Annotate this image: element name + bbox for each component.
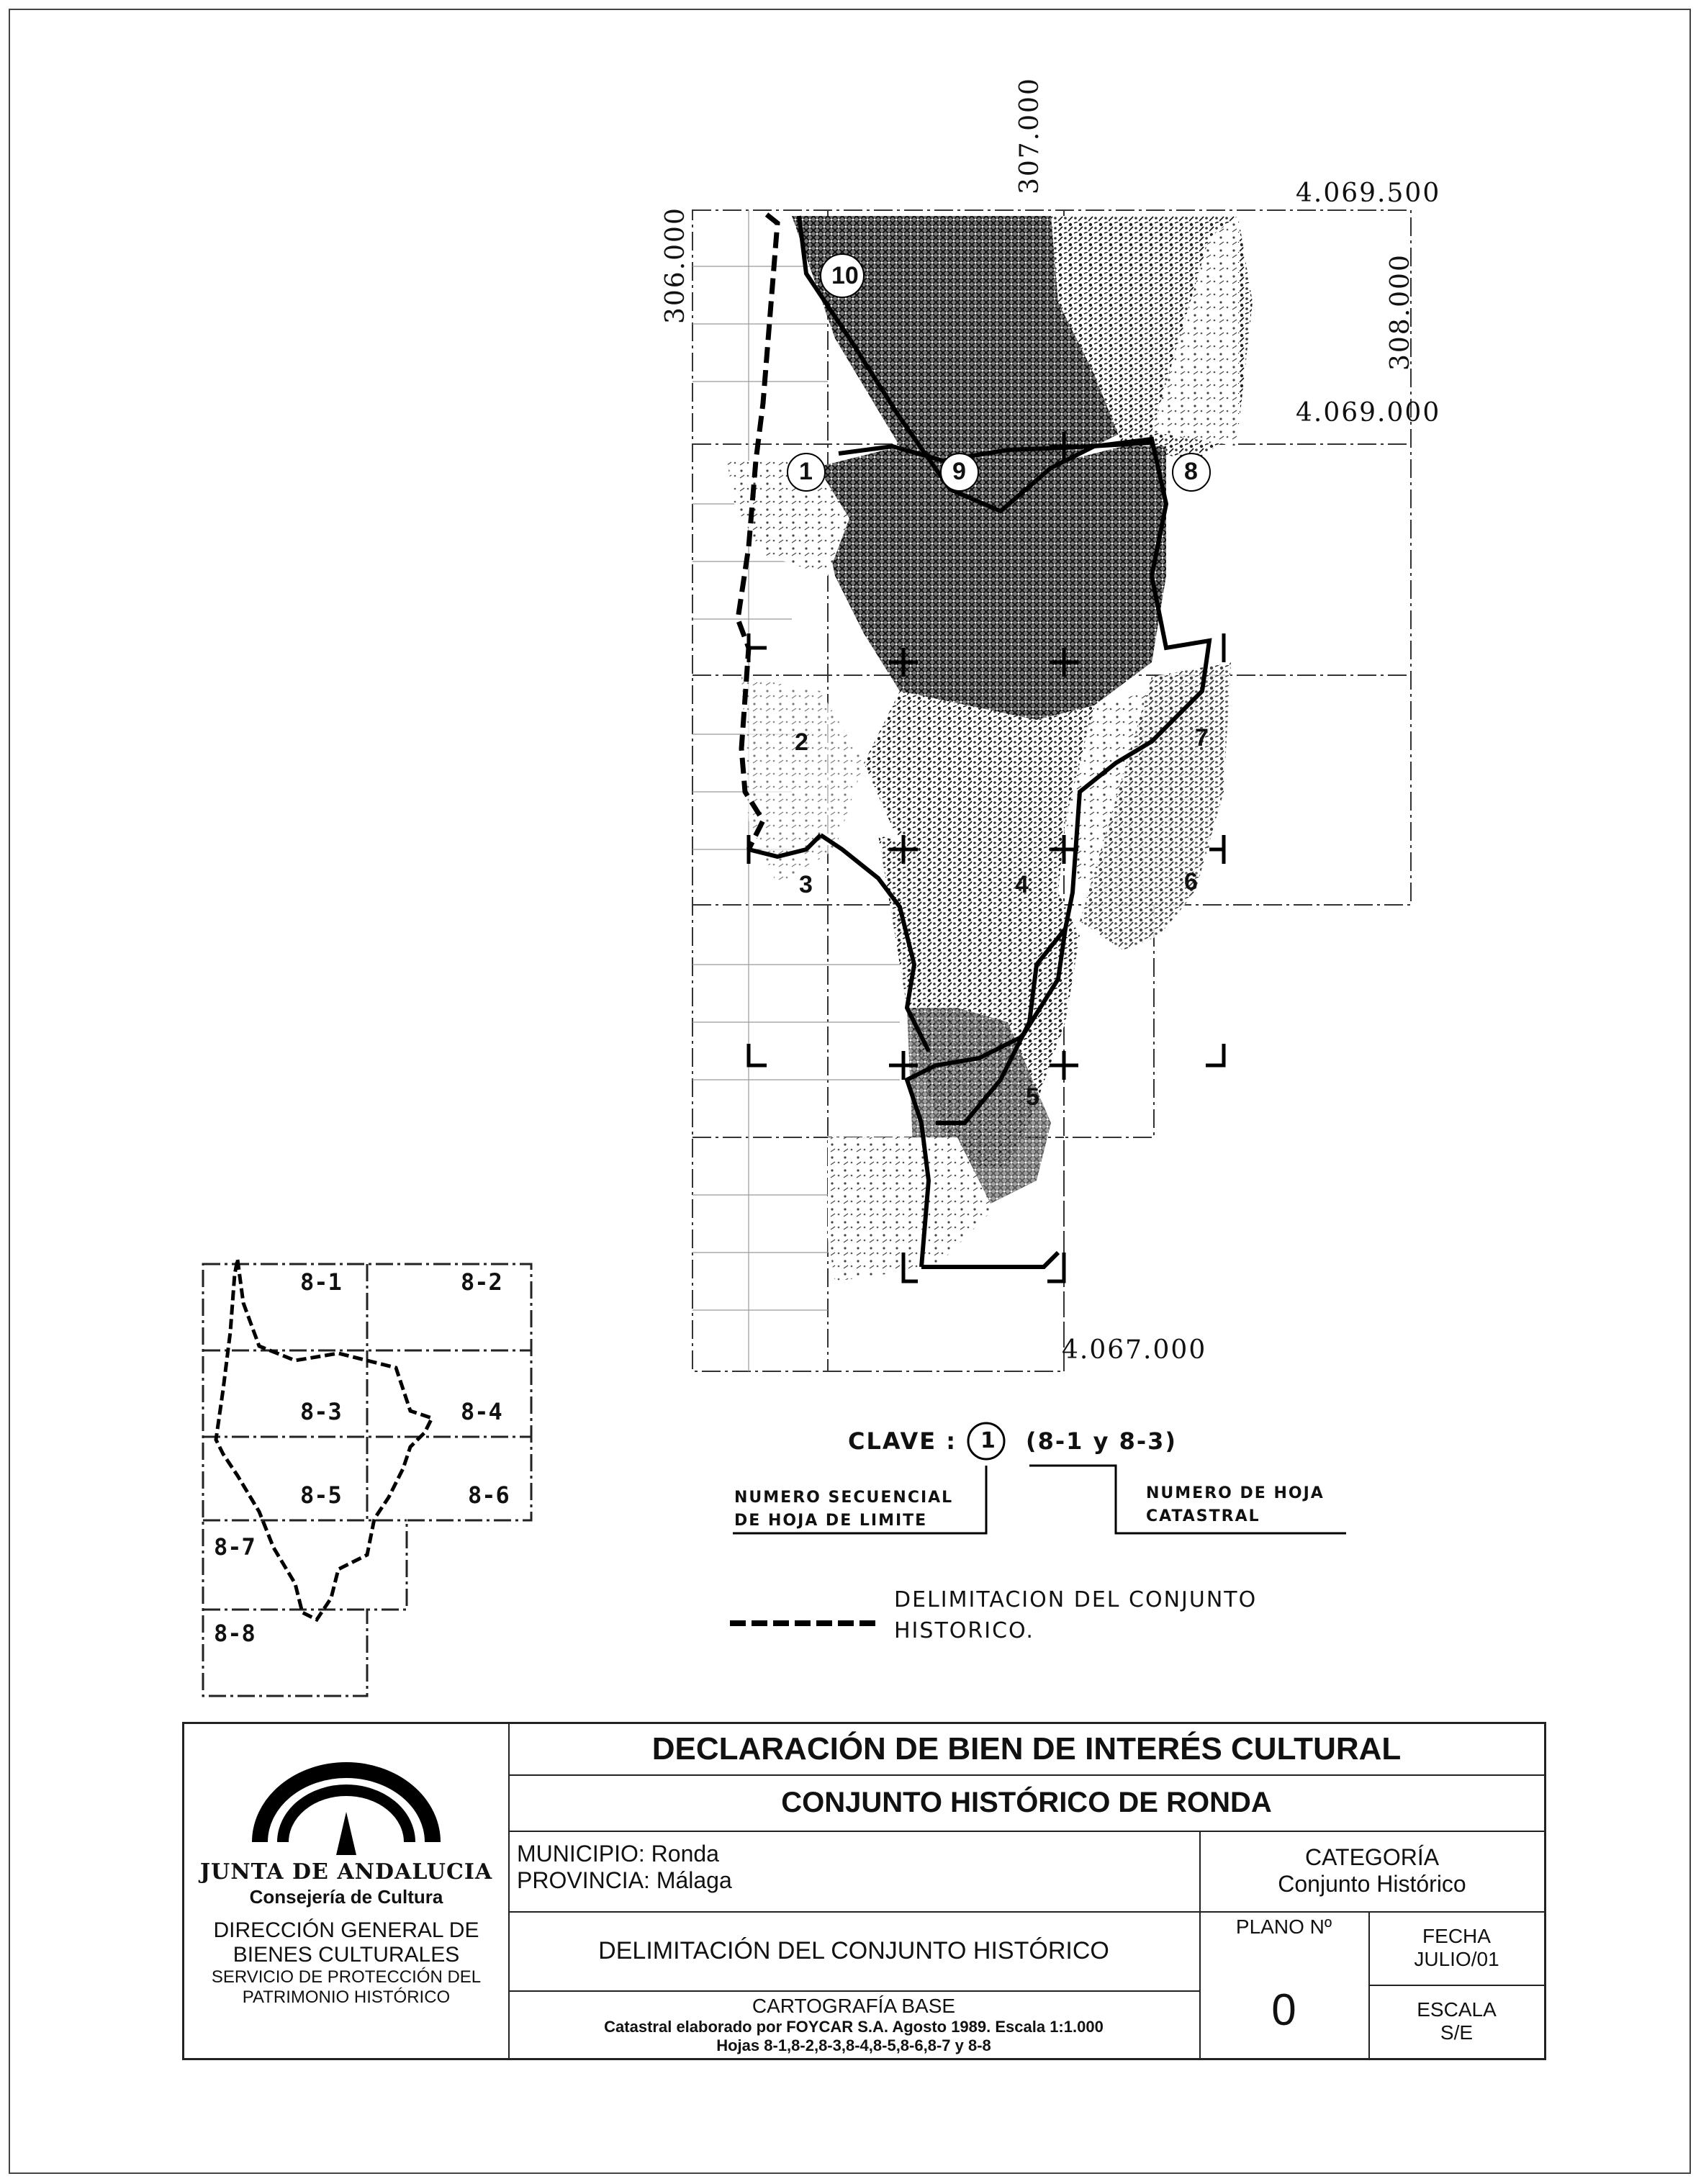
service-line2: PATRIMONIO HISTÓRICO: [242, 1987, 451, 2007]
doc-title: DECLARACIÓN DE BIEN DE INTERÉS CULTURAL: [651, 1731, 1402, 1766]
sheet-number-10: 10: [831, 262, 859, 289]
inset-label-8-2: 8-2: [461, 1268, 502, 1296]
carto-label: CARTOGRAFÍA BASE: [752, 1995, 956, 2017]
org-name: JUNTA DE ANDALUCIA: [199, 1859, 493, 1885]
inset-label-8-3: 8-3: [300, 1398, 342, 1425]
sheet-number-3: 3: [799, 871, 813, 898]
title-block: [182, 1722, 1546, 2060]
categoria-value: Conjunto Histórico: [1278, 1871, 1466, 1897]
legend-delimit-line2: HISTORICO.: [894, 1618, 1034, 1643]
dg-line1: DIRECCIÓN GENERAL DE: [213, 1918, 479, 1942]
legend-sheet-line1: NUMERO DE HOJA: [1146, 1484, 1325, 1502]
junta-logo: [238, 1734, 454, 1864]
escala-value: S/E: [1440, 2021, 1474, 2044]
sheet-number-6: 6: [1184, 868, 1198, 895]
inset-label-8-4: 8-4: [461, 1398, 502, 1425]
fecha-value: JULIO/01: [1414, 1948, 1499, 1970]
dg-line2: BIENES CULTURALES: [233, 1943, 460, 1967]
fecha-label: FECHA: [1422, 1925, 1491, 1947]
sheet-number-9: 9: [952, 458, 966, 485]
coord-y-4069000: 4.069.000: [1296, 398, 1441, 428]
org-dept: Consejería de Cultura: [249, 1886, 443, 1908]
sheet-number-4: 4: [1015, 871, 1029, 898]
coord-y-4067000: 4.067.000: [1062, 1335, 1207, 1365]
legend-clave-sheets: (8-1 y 8-3): [1026, 1427, 1178, 1455]
inset-label-8-7: 8-7: [214, 1533, 256, 1561]
org-block: [184, 1859, 508, 2008]
legend-sequential-line2: DE HOJA DE LIMITE: [734, 1512, 928, 1530]
sheet-number-1: 1: [799, 458, 813, 485]
legend-sequential-line1: NUMERO SECUENCIAL: [734, 1489, 954, 1507]
municipio: MUNICIPIO: Ronda: [517, 1841, 719, 1867]
legend-clave-label: CLAVE :: [848, 1427, 957, 1455]
legend-clave-number: 1: [980, 1428, 997, 1453]
coord-x-308: 308.000: [1386, 253, 1415, 371]
doc-subtitle: CONJUNTO HISTÓRICO DE RONDA: [781, 1786, 1272, 1818]
coord-x-306: 306.000: [661, 207, 690, 324]
categoria-label: CATEGORÍA: [1304, 1844, 1440, 1870]
sheet-number-5: 5: [1026, 1083, 1039, 1111]
plan-title: DELIMITACIÓN DEL CONJUNTO HISTÓRICO: [598, 1936, 1109, 1964]
legend-delimit-line1: DELIMITACION DEL CONJUNTO: [894, 1587, 1258, 1612]
carto-line2: Hojas 8-1,8-2,8-3,8-4,8-5,8-6,8-7 y 8-8: [716, 2036, 991, 2054]
legend-boundary-sample: [727, 1612, 878, 1634]
sheet-number-2: 2: [795, 728, 808, 756]
inset-label-8-1: 8-1: [300, 1268, 342, 1296]
sheet-number-8: 8: [1184, 458, 1198, 485]
legend-sheet-line2: CATASTRAL: [1146, 1507, 1260, 1525]
plano-label: PLANO Nº: [1235, 1915, 1332, 1938]
provincia: PROVINCIA: Málaga: [517, 1867, 732, 1893]
inset-label-8-8: 8-8: [214, 1620, 256, 1647]
coord-y-4069500: 4.069.500: [1296, 179, 1441, 208]
sheet-number-7: 7: [1195, 724, 1209, 752]
inset-label-8-5: 8-5: [300, 1481, 342, 1509]
coord-x-307: 307.000: [1015, 77, 1044, 194]
plano-value: 0: [1271, 1985, 1296, 2035]
service-line1: SERVICIO DE PROTECCIÓN DEL: [211, 1967, 482, 1987]
inset-label-8-6: 8-6: [468, 1481, 510, 1509]
escala-label: ESCALA: [1417, 1998, 1497, 2021]
carto-line1: Catastral elaborado por FOYCAR S.A. Agosto 1989. Escala 1:1.000: [604, 2018, 1104, 2036]
